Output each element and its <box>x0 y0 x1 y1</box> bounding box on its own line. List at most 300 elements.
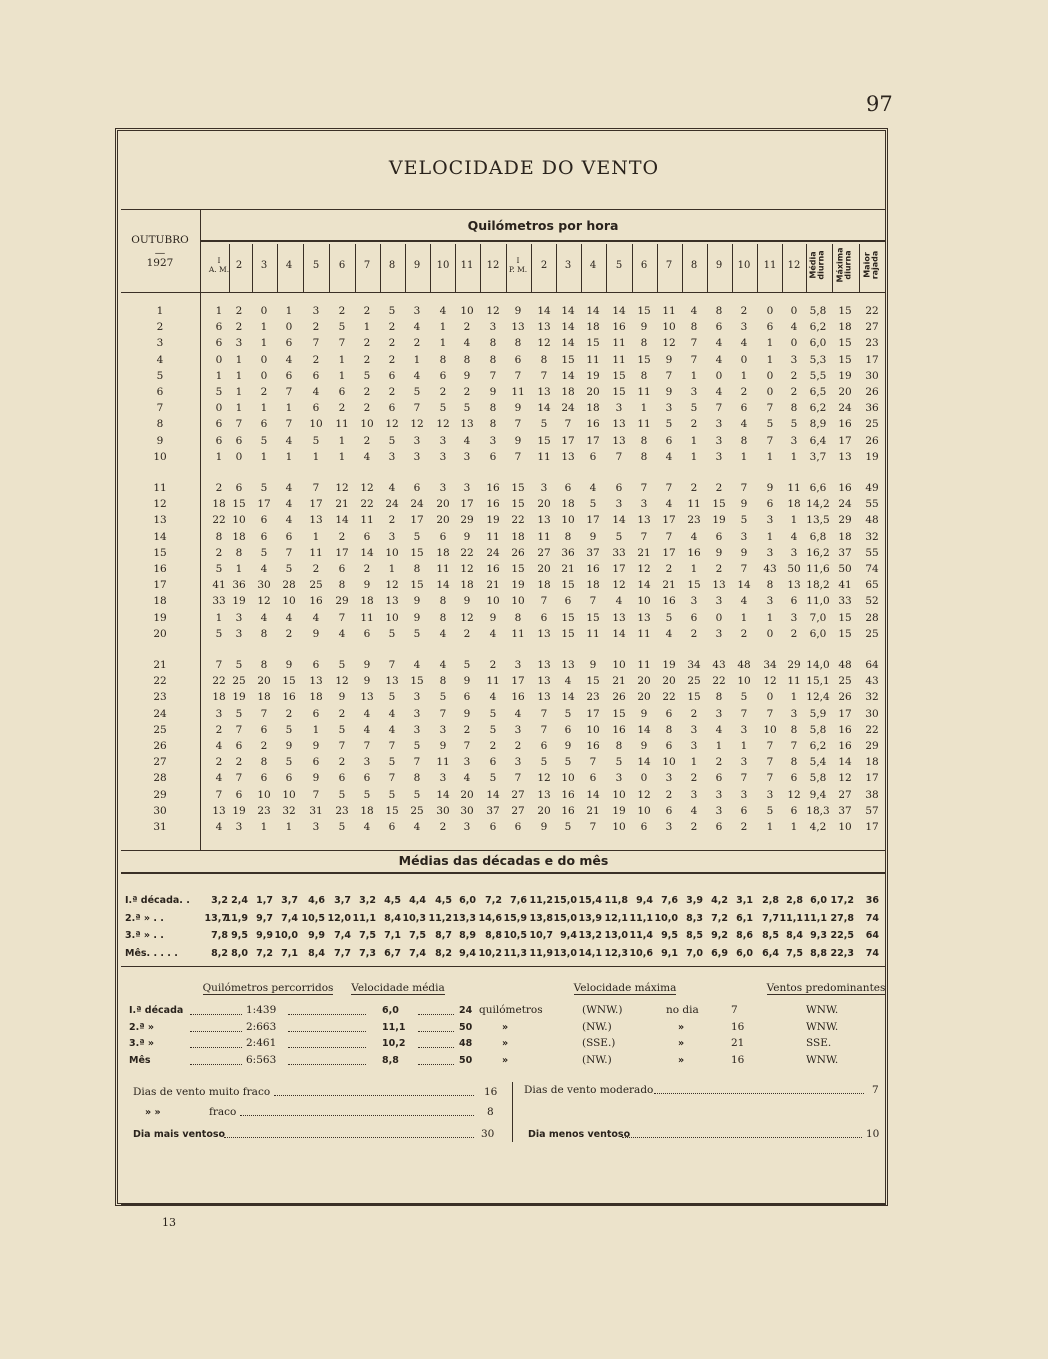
days-divider <box>512 1082 513 1142</box>
day-label: 20 <box>153 627 167 640</box>
summary-dia: 16 <box>731 1053 745 1066</box>
table-cell: 7 <box>715 402 723 415</box>
table-cell: 5 <box>260 434 268 447</box>
table-cell: 21 <box>637 546 651 559</box>
table-cell: 9 <box>489 386 497 398</box>
table-cell: 7 <box>540 723 548 736</box>
table-cell: 7 <box>540 369 548 382</box>
table-cell: 3 <box>615 772 623 785</box>
table-cell: 4 <box>388 482 396 494</box>
table-cell: 3 <box>235 611 243 624</box>
table-cell: 3 <box>740 321 748 334</box>
table-cell: 11 <box>360 514 374 527</box>
means-cell: 8,0 <box>231 947 248 959</box>
table-cell: 11 <box>637 659 651 671</box>
table-cell: 6 <box>540 611 548 624</box>
table-cell: 19 <box>612 804 626 817</box>
means-cell: 17,2 <box>830 895 854 906</box>
table-cell: 5 <box>766 418 774 431</box>
table-cell: 14 <box>561 305 575 317</box>
table-cell: 24 <box>385 498 399 511</box>
table-cell: 9 <box>312 740 320 752</box>
table-cell: 5 <box>285 563 293 575</box>
table-cell: 18 <box>309 691 323 704</box>
means-cell: 8,2 <box>211 947 228 959</box>
table-cell: 2 <box>413 337 421 350</box>
table-cell: 16 <box>586 418 600 431</box>
table-cell: 6 <box>338 772 346 785</box>
table-cell: 10 <box>612 788 626 801</box>
table-cell: 11 <box>787 482 801 494</box>
summary-max: 50 <box>459 1021 473 1033</box>
table-cell: 2 <box>489 740 497 752</box>
table-cell: 0 <box>235 450 243 463</box>
table-cell: 18 <box>436 546 450 559</box>
table-cell: 12,4 <box>806 691 830 704</box>
table-cell: 4 <box>285 611 293 624</box>
table-cell: 52 <box>865 595 879 608</box>
table-cell: 3 <box>489 434 497 447</box>
table-cell: 2 <box>285 627 293 640</box>
table-cell: 3 <box>766 514 774 527</box>
table-cell: 7 <box>665 369 673 382</box>
table-cell: 7 <box>589 756 597 769</box>
table-cell: 6,5 <box>809 386 827 398</box>
table-cell: 4 <box>439 627 447 640</box>
means-cell: 7,2 <box>485 895 502 906</box>
table-cell: 17 <box>257 498 271 511</box>
table-cell: 2 <box>312 321 320 334</box>
table-cell: 20 <box>460 788 474 801</box>
table-cell: 6 <box>363 772 371 785</box>
summary-max: 24 <box>459 1005 473 1016</box>
day-label: 15 <box>153 546 167 559</box>
table-cell: 5 <box>540 756 548 769</box>
table-cell: 12 <box>360 482 374 494</box>
table-cell: 0 <box>640 772 648 785</box>
table-cell: 4 <box>690 530 698 543</box>
table-cell: 5 <box>388 756 396 769</box>
table-cell: 3 <box>413 450 421 463</box>
means-cell: 9,5 <box>661 930 678 941</box>
table-cell: 3 <box>790 546 798 559</box>
table-cell: 7 <box>540 595 548 608</box>
table-cell: 3 <box>715 788 723 801</box>
table-cell: 5,3 <box>809 353 827 366</box>
header-divider <box>430 244 431 292</box>
table-cell: 6 <box>489 756 497 769</box>
table-cell: 2 <box>463 321 471 334</box>
means-cell: 10,0 <box>274 930 298 941</box>
dot-leader <box>190 1031 242 1032</box>
means-cell: 22,5 <box>830 930 854 941</box>
means-cell: 64 <box>865 930 879 941</box>
table-cell: 7 <box>439 707 447 720</box>
means-cell: 8,6 <box>736 930 753 941</box>
means-cell: 9,9 <box>256 930 273 941</box>
table-cell: 3 <box>790 434 798 447</box>
header-divider <box>531 244 532 292</box>
table-cell: 19 <box>511 579 525 592</box>
table-cell: 1 <box>235 386 243 398</box>
means-cell: 4,6 <box>308 895 325 906</box>
table-cell: 3 <box>463 450 471 463</box>
table-cell: 15 <box>385 804 399 817</box>
means-cell: 7,6 <box>661 895 678 906</box>
table-cell: 2 <box>690 627 698 640</box>
table-cell: 9 <box>463 595 471 608</box>
table-cell: 4 <box>285 498 293 511</box>
day-label: 7 <box>156 402 164 415</box>
table-cell: 3 <box>740 788 748 801</box>
table-cell: 18 <box>537 579 551 592</box>
table-cell: 10 <box>612 821 626 833</box>
table-cell: 9 <box>363 675 371 688</box>
summary-dia: 21 <box>731 1037 745 1049</box>
table-cell: 22 <box>212 675 226 688</box>
table-cell: 4 <box>715 337 723 350</box>
table-cell: 15 <box>410 579 424 592</box>
table-cell: 7 <box>338 740 346 752</box>
table-cell: 11 <box>586 627 600 640</box>
day-label: 26 <box>153 740 167 752</box>
table-cell: 8 <box>260 659 268 671</box>
table-cell: 25 <box>838 675 852 688</box>
table-cell: 5,8 <box>809 772 827 785</box>
table-cell: 2 <box>312 353 320 366</box>
table-cell: 5 <box>615 530 623 543</box>
summary-media: 8,8 <box>382 1054 399 1066</box>
summary-km: 6:563 <box>246 1053 277 1066</box>
table-cell: 11,6 <box>806 563 830 575</box>
table-cell: 17 <box>586 514 600 527</box>
table-cell: 16 <box>838 740 852 752</box>
table-cell: 7 <box>285 546 293 559</box>
summary-unit: » <box>502 1038 509 1049</box>
header-divider <box>782 244 783 292</box>
header-divider <box>832 244 833 292</box>
summary-row-label: I.ª década <box>129 1005 184 1016</box>
table-cell: 6 <box>260 723 268 736</box>
table-cell: 6 <box>388 369 396 382</box>
table-cell: 14,0 <box>806 659 830 671</box>
header-divider <box>707 244 708 292</box>
table-cell: 4 <box>285 434 293 447</box>
table-cell: 5 <box>413 788 421 801</box>
table-cell: 2 <box>312 563 320 575</box>
table-cell: 2 <box>338 305 346 317</box>
table-cell: 15 <box>511 498 525 511</box>
means-cell: 8,4 <box>308 947 325 959</box>
table-cell: 7 <box>413 756 421 769</box>
day-label: 31 <box>153 821 167 833</box>
table-cell: 15 <box>612 369 626 382</box>
table-cell: 34 <box>763 659 777 671</box>
table-cell: 7 <box>665 482 673 494</box>
table-cell: 10 <box>460 305 474 317</box>
table-cell: 7 <box>540 707 548 720</box>
table-cell: 7 <box>215 788 223 801</box>
table-cell: 17 <box>865 772 879 785</box>
table-cell: 10 <box>282 788 296 801</box>
table-cell: 22 <box>212 514 226 527</box>
dot-leader <box>190 1014 242 1015</box>
day-label: 11 <box>153 482 167 494</box>
means-cell: 13,9 <box>578 912 602 924</box>
means-cell: 4,4 <box>409 895 426 906</box>
table-cell: 8 <box>640 450 648 463</box>
summary-dir: (SSE.) <box>582 1037 616 1049</box>
table-cell: 20 <box>838 386 852 398</box>
dot-leader <box>190 1064 242 1065</box>
table-cell: 15 <box>561 579 575 592</box>
table-cell: 13 <box>385 675 399 688</box>
table-cell: 2 <box>363 402 371 415</box>
means-cell: 8,4 <box>786 930 803 941</box>
table-cell: 11 <box>612 353 626 366</box>
means-cell: 2,4 <box>231 895 248 906</box>
summary-km: 1:439 <box>246 1004 277 1016</box>
table-cell: 3 <box>690 595 698 608</box>
table-cell: 10 <box>637 804 651 817</box>
table-cell: 4 <box>413 321 421 334</box>
table-cell: 7 <box>615 450 623 463</box>
table-cell: 2 <box>388 321 396 334</box>
table-cell: 4 <box>413 821 421 833</box>
table-cell: 14 <box>612 627 626 640</box>
day-label: 2 <box>156 321 164 334</box>
bottom-rule <box>121 1203 886 1205</box>
table-cell: 20 <box>436 514 450 527</box>
table-cell: 10 <box>838 821 852 833</box>
means-cell: 6,0 <box>736 947 753 959</box>
table-cell: 12 <box>460 563 474 575</box>
table-cell: 3 <box>514 659 522 671</box>
table-cell: 5 <box>260 482 268 494</box>
table-cell: 13 <box>712 579 726 592</box>
table-cell: 2 <box>439 386 447 398</box>
table-cell: 6 <box>766 498 774 511</box>
table-cell: 32 <box>282 804 296 817</box>
means-cell: 7,1 <box>281 947 298 959</box>
table-cell: 1 <box>790 691 798 704</box>
table-cell: 29 <box>865 740 879 752</box>
table-cell: 5 <box>363 788 371 801</box>
table-cell: 2 <box>790 369 798 382</box>
table-cell: 8 <box>790 723 798 736</box>
table-cell: 28 <box>282 579 296 592</box>
day-label: 19 <box>153 611 167 624</box>
table-cell: 1 <box>215 369 223 382</box>
table-cell: 64 <box>865 659 879 671</box>
table-cell: 18,2 <box>806 579 830 592</box>
means-cell: 12,3 <box>604 947 628 959</box>
table-cell: 4 <box>463 772 471 785</box>
table-cell: 3 <box>665 821 673 833</box>
table-cell: 21 <box>561 563 575 575</box>
table-cell: 20 <box>537 804 551 817</box>
table-cell: 0 <box>715 369 723 382</box>
table-cell: 4 <box>665 627 673 640</box>
means-row-label: 3.ª » . . <box>125 930 164 941</box>
table-cell: 9 <box>338 691 346 704</box>
table-cell: 2 <box>740 821 748 833</box>
table-cell: 3 <box>715 418 723 431</box>
table-cell: 8 <box>715 691 723 704</box>
table-cell: 15,1 <box>806 675 830 688</box>
means-cell: 36 <box>865 895 879 906</box>
means-cell: 8,8 <box>810 947 827 959</box>
table-cell: 4 <box>514 707 522 720</box>
table-cell: 13 <box>537 691 551 704</box>
table-cell: 3 <box>439 772 447 785</box>
table-cell: 1 <box>715 740 723 752</box>
table-cell: 1 <box>740 611 748 624</box>
table-cell: 11 <box>436 563 450 575</box>
table-cell: 4 <box>564 675 572 688</box>
table-cell: 6 <box>463 691 471 704</box>
hour-header: 6 <box>640 259 648 271</box>
table-cell: 2 <box>363 386 371 398</box>
table-cell: 7 <box>665 530 673 543</box>
table-cell: 15 <box>586 675 600 688</box>
table-cell: 3 <box>640 498 648 511</box>
table-cell: 5,4 <box>809 756 827 769</box>
means-cell: 13,0 <box>553 947 577 959</box>
table-cell: 6 <box>312 707 320 720</box>
table-cell: 30 <box>865 369 879 382</box>
header-divider <box>506 244 507 292</box>
table-cell: 0 <box>215 353 223 366</box>
table-cell: 6,4 <box>809 434 827 447</box>
table-cell: 2 <box>338 756 346 769</box>
table-cell: 4 <box>215 740 223 752</box>
table-cell: 9 <box>463 369 471 382</box>
moderado-value: 7 <box>872 1084 879 1096</box>
stat-header-label: Maior rajada <box>862 250 880 280</box>
table-cell: 3 <box>312 821 320 833</box>
table-cell: 16 <box>838 723 852 736</box>
table-cell: 15 <box>612 386 626 398</box>
table-cell: 12 <box>637 788 651 801</box>
table-cell: 15 <box>511 563 525 575</box>
table-cell: 12 <box>335 482 349 494</box>
means-cell: 9,4 <box>560 930 577 941</box>
table-cell: 8 <box>413 563 421 575</box>
table-cell: 19 <box>662 659 676 671</box>
table-cell: 15 <box>712 498 726 511</box>
means-cell: 8,4 <box>384 912 401 924</box>
table-cell: 6 <box>312 756 320 769</box>
table-cell: 4 <box>489 627 497 640</box>
table-cell: 19 <box>838 369 852 382</box>
table-cell: 4 <box>439 659 447 671</box>
hour-header: 5 <box>312 259 320 271</box>
dot-leader <box>622 1137 862 1138</box>
day-label: 8 <box>156 418 164 431</box>
table-cell: 12 <box>335 675 349 688</box>
table-cell: 4 <box>285 482 293 494</box>
table-cell: 65 <box>865 579 879 592</box>
table-cell: 9 <box>766 482 774 494</box>
table-cell: 8 <box>665 723 673 736</box>
header-divider <box>380 244 381 292</box>
table-cell: 10 <box>309 418 323 431</box>
day-label: 28 <box>153 772 167 785</box>
table-cell: 34 <box>687 659 701 671</box>
table-cell: 30 <box>865 707 879 720</box>
table-cell: 4 <box>285 514 293 527</box>
table-cell: 19 <box>232 691 246 704</box>
means-cell: 11,1 <box>779 912 803 924</box>
table-cell: 30 <box>460 804 474 817</box>
means-cell: 10,7 <box>529 930 553 941</box>
means-cell: 13,3 <box>452 912 476 924</box>
table-cell: 43 <box>763 563 777 575</box>
table-cell: 48 <box>865 514 879 527</box>
table-cell: 11 <box>486 530 500 543</box>
table-cell: 4 <box>363 707 371 720</box>
table-cell: 5 <box>215 386 223 398</box>
table-cell: 13 <box>838 450 852 463</box>
means-cell: 12,0 <box>327 912 351 924</box>
table-cell: 14 <box>586 788 600 801</box>
table-cell: 14 <box>436 579 450 592</box>
table-cell: 6 <box>285 337 293 350</box>
table-cell: 0 <box>260 353 268 366</box>
table-cell: 15 <box>232 498 246 511</box>
table-cell: 8 <box>540 353 548 366</box>
table-cell: 5,9 <box>809 707 827 720</box>
hour-header: 8 <box>388 259 396 271</box>
table-cell: 1 <box>260 402 268 415</box>
dot-leader <box>190 1047 242 1048</box>
table-cell: 6,2 <box>809 321 827 334</box>
table-cell: 1 <box>766 821 774 833</box>
means-cell: 10,6 <box>629 947 653 959</box>
table-cell: 8 <box>439 611 447 624</box>
table-cell: 8 <box>439 675 447 688</box>
table-cell: 23 <box>586 691 600 704</box>
table-cell: 0 <box>790 305 798 317</box>
table-cell: 13 <box>537 659 551 671</box>
table-cell: 8 <box>564 530 572 543</box>
means-cell: 8,5 <box>686 930 703 941</box>
means-cell: 74 <box>865 912 879 924</box>
table-cell: 1 <box>235 353 243 366</box>
summary-dir: (NW.) <box>582 1020 612 1033</box>
table-cell: 17 <box>838 434 852 447</box>
means-cell: 11,9 <box>224 912 248 924</box>
table-cell: 8 <box>615 740 623 752</box>
table-cell: 0 <box>766 627 774 640</box>
table-cell: 11 <box>309 546 323 559</box>
table-cell: 0 <box>260 305 268 317</box>
table-cell: 4 <box>439 305 447 317</box>
table-cell: 6 <box>589 450 597 463</box>
hour-header: 8 <box>690 259 698 271</box>
header-divider <box>859 244 860 292</box>
summary-dia: 16 <box>731 1020 745 1033</box>
table-cell: 15 <box>561 611 575 624</box>
table-cell: 21 <box>486 579 500 592</box>
table-cell: 0 <box>790 337 798 350</box>
table-cell: 13 <box>360 691 374 704</box>
group-header: Quilómetros por hora <box>467 218 619 233</box>
table-cell: 12 <box>460 611 474 624</box>
table-cell: 17 <box>309 498 323 511</box>
table-cell: 17 <box>865 353 879 366</box>
